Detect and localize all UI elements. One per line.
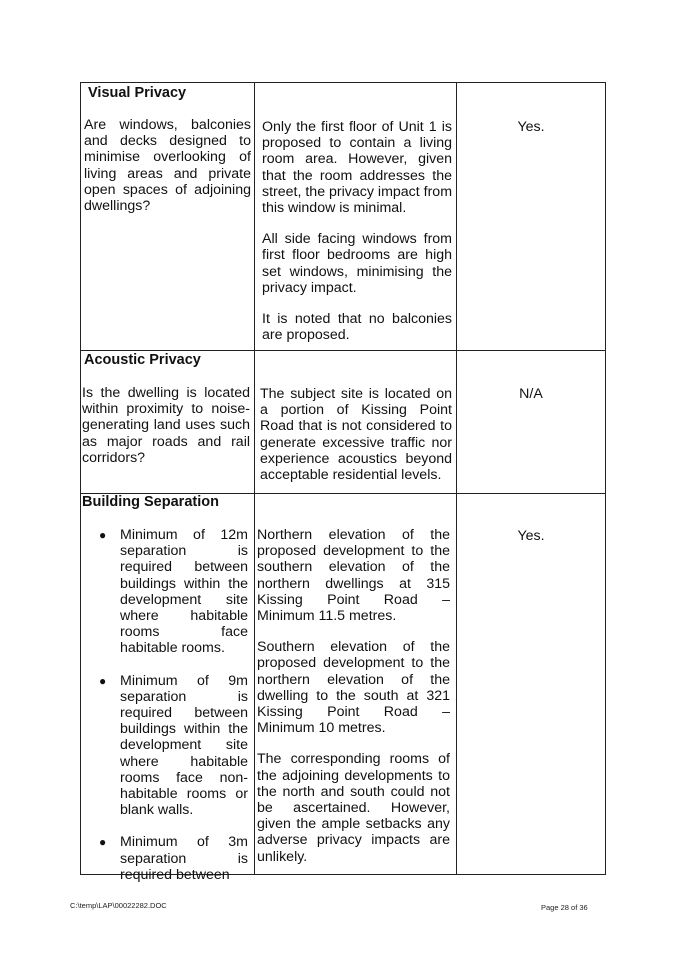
section-heading-building-separation: Building Separation <box>82 494 219 510</box>
comment-paragraph: It is noted that no balconies are proposed. <box>262 311 452 344</box>
comment-paragraph: Southern elevation of the proposed development to the northern elevation of the dwelling to the south at 321 Kissing Point Road – Minimum 10 metres. <box>257 639 450 737</box>
section-heading-visual-privacy: Visual Privacy <box>88 85 187 101</box>
comment-paragraph: The subject site is located on a portion of Kissing Point Road that is not considered to generate excessive traffic nor experience acoustics beyond acceptable residential levels. <box>260 386 452 484</box>
comments-building-separation <box>257 527 450 880</box>
compliance-visual-privacy: Yes. <box>517 119 545 135</box>
criterion-building-separation <box>84 527 248 899</box>
bullet-icon: ● <box>99 835 107 850</box>
table-divider-col2 <box>456 82 457 875</box>
table-border-top <box>80 82 606 83</box>
list-item: ● Minimum of 12m separation is required between buildings within the development site where habitable rooms face habitable rooms. <box>99 527 248 657</box>
comment-paragraph: Northern elevation of the proposed development to the southern elevation of the northern dwellings at 315 Kissing Point Road – Minimum 11.5 metres. <box>257 527 450 625</box>
table-border-left <box>80 82 81 875</box>
section-heading-acoustic-privacy: Acoustic Privacy <box>84 352 201 368</box>
separation-requirements-list <box>84 527 248 883</box>
assessment-table <box>80 82 606 883</box>
comments-acoustic-privacy <box>260 386 452 498</box>
compliance-acoustic-privacy: N/A <box>519 386 543 402</box>
bullet-icon: ● <box>99 673 107 688</box>
list-item: ● Minimum of 9m separation is required between buildings within the development site where habitable rooms face non-habitable rooms or blank walls. <box>99 672 248 819</box>
criterion-visual-privacy: Are windows, balconies and decks designed to minimise overlooking of living areas and private open spaces of adjoining dwellings? <box>84 117 251 215</box>
comment-paragraph: The corresponding rooms of the adjoining developments to the north and south could not be ascertained. However, given the ample setbacks any adverse privacy impacts are unlikely. <box>257 751 450 865</box>
table-border-right <box>605 82 606 875</box>
compliance-building-separation: Yes. <box>517 528 545 544</box>
footer-file-path: C:\temp\LAP\00022282.DOC <box>70 901 167 910</box>
comment-paragraph: All side facing windows from first floor bedrooms are high set windows, minimising the privacy impact. <box>262 231 452 296</box>
bullet-icon: ● <box>99 528 107 542</box>
list-item: ● Minimum of 3m separation is required between <box>99 834 248 883</box>
table-divider-col1 <box>254 82 255 875</box>
comments-visual-privacy <box>262 119 452 358</box>
criterion-acoustic-privacy: Is the dwelling is located within proximity to noise-generating land uses such as major roads and rail corridors? <box>82 385 250 466</box>
comment-paragraph: Only the first floor of Unit 1 is proposed to contain a living room area. However, given that the room addresses the street, the privacy impact from this window is minimal. <box>262 119 453 217</box>
footer-page-number: Page 28 of 36 <box>541 903 588 912</box>
